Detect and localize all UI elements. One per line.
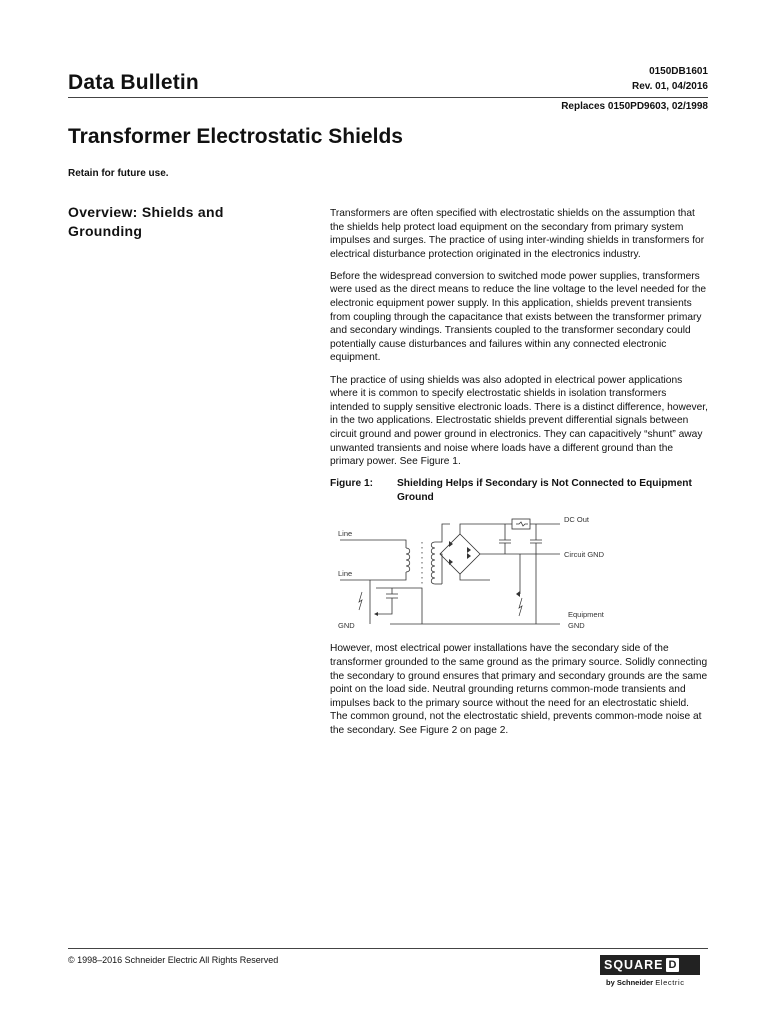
logo-d-mark: D xyxy=(666,958,679,972)
shielding-circuit-diagram xyxy=(330,514,610,632)
primary-line-top-wire xyxy=(340,540,406,548)
secondary-coil xyxy=(431,542,435,584)
logo-wordmark: SQUARE xyxy=(604,958,664,972)
square-d-logo xyxy=(600,955,708,987)
replaces-label: Replaces 0150PD9603, 02/1998 xyxy=(561,101,708,112)
body-paragraph: The practice of using shields was also adopted in electrical power applications where it is common to specify electrostatic shields in isolation transformers intended to supply sensitive electronic loads. There is a distinct difference, however, in the two applications. Electrostatic shields prevent differential signals between circuit ground and power ground in electronics. They can capacitively “shunt” away unwanted transients and noise where loads have a different ground than the primary power. See Figure 1. xyxy=(330,374,708,468)
document-number: 0150DB1601 xyxy=(649,66,708,77)
revision-label: Rev. 01, 04/2016 xyxy=(632,81,708,92)
page-title: Transformer Electrostatic Shields xyxy=(68,125,403,148)
section-heading: Overview: Shields and Grounding xyxy=(68,204,224,239)
header-divider xyxy=(68,97,708,98)
figure-caption xyxy=(330,477,708,504)
label-gnd-right: GND xyxy=(568,621,585,631)
figure-title: Shielding Helps if Secondary is Not Connected to Equipment Ground xyxy=(397,478,692,503)
document-meta xyxy=(632,64,708,94)
label-dc-out: DC Out xyxy=(564,515,590,525)
label-line-top: Line xyxy=(338,529,353,539)
label-circuit-gnd: Circuit GND xyxy=(564,550,605,560)
copyright-notice: © 1998–2016 Schneider Electric All Rights Reserved xyxy=(68,955,279,965)
logo-subtitle-brand: Electric xyxy=(655,978,685,987)
logo-subtitle xyxy=(600,978,708,987)
logo-badge xyxy=(600,955,700,975)
label-equipment: Equipment xyxy=(568,610,604,620)
body-paragraph: Before the widespread conversion to switched mode power supplies, transformers were used as the direct means to reduce the line voltage to the level needed for the electronic equipment power supply. In this application, shields prevent transients from coupling through the capacitance that exists between the transformer primary and secondary windings. Transients coupled to the transformer secondary could potentially cause disturbances and failures within any connected electronic equipment. xyxy=(330,270,707,364)
label-line-bottom: Line xyxy=(338,569,353,579)
bridge-rectifier xyxy=(440,534,480,574)
retain-note: Retain for future use. xyxy=(68,168,169,179)
figure-number: Figure 1: xyxy=(330,478,374,490)
body-column xyxy=(330,207,708,746)
logo-subtitle-by: by Schneider xyxy=(606,978,654,987)
primary-coil xyxy=(406,548,410,572)
label-gnd-left: GND xyxy=(338,621,355,631)
footer-divider xyxy=(68,948,708,949)
bulletin-type-title: Data Bulletin xyxy=(68,71,199,94)
body-paragraph: However, most electrical power installations have the secondary side of the transformer grounded to the same ground as the primary source. Solidly connecting the secondary to ground ensures that primary and secondary grounds are the same point on the load side. Neutral grounding returns common-mode transients and impulses back to the primary source without the need for an electrostatic shield. The common ground, not the electrostatic shield, prevents common-mode noise at the secondary. See Figure 2 on page 2. xyxy=(330,643,708,736)
body-paragraph: Transformers are often specified with electrostatic shields on the assumption that the shields help protect load equipment on the secondary from primary system impulses and surges. The practice of using inter-winding shields in transformers for electrical disturbance protection originated in the electronics industry. xyxy=(330,208,705,260)
